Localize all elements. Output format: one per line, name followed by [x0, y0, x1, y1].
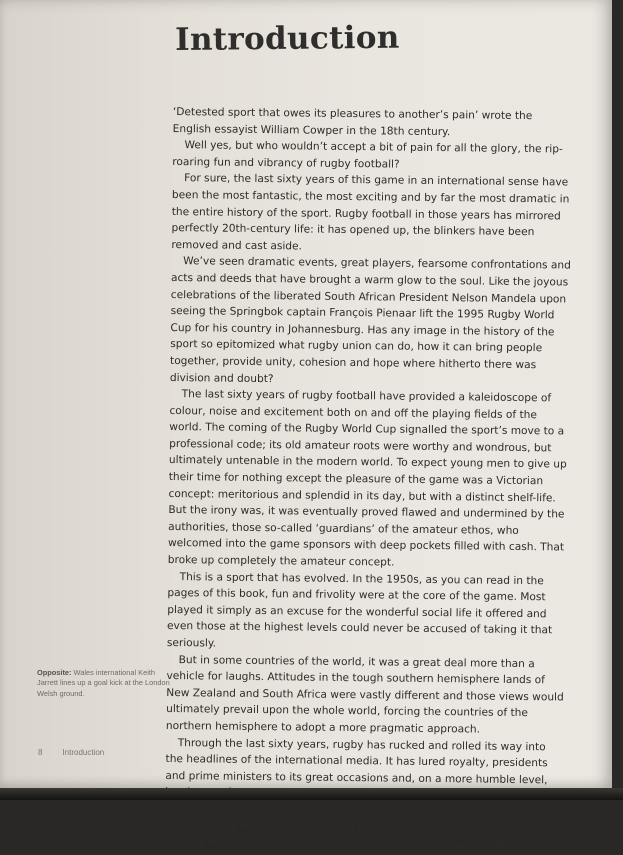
page-edge-shadow — [0, 788, 623, 800]
paragraph-8: Through the last sixty years, rugby has rucked and rolled its way into the headlines of the international media. It has lured royalty, presidents and prime ministers to its great occasions and, on a more humble level, associated with this great game continue to do marvellous deeds on its behalf. Young men tragically injured or crippled by accidents on the playing field find friends they never knew existed, as people offer — [164, 736, 548, 853]
page-number: 8 — [38, 748, 43, 757]
running-footer: Introduction — [62, 748, 105, 757]
caption-text: Wales international Keith Jarrett lines up a goal kick at the London Welsh ground. — [37, 668, 170, 698]
paragraph-1: ‘Detested sport that owes its pleasures to another’s pain’ wrote the English essayist William Cowper in the 18th century. — [172, 105, 533, 138]
caption-label: Opposite: — [37, 668, 72, 677]
paragraph-4: We’ve seen dramatic events, great players, fearsome confrontations and acts and deeds that have brought a warm glow to the soul. Like the joyous celebrations of the liberated South African President Nelson Mandela upon seeing the Springbok captain François Pienaar lift the 1995 Rugby World Cup for his country in Johannesburg. Has any image in the history of the sport so epitomized what rugby union can do, how it can bring people together, provide unity, cohesion and hope where hitherto there was division and doubt? — [169, 255, 571, 385]
folio — [38, 748, 104, 757]
photo-caption — [37, 668, 177, 699]
paragraph-5: The last sixty years of rugby football have provided a kaleidoscope of colour, noise and excitement both on and off the playing fields of the world. The coming of the Rugby World Cup signalled the sport’s move to a professional code; its old amateur roots were worthy and wondrous, but ultimately untenable in the modern world. To expect young men to give up their time for nothing except the pleasure of the game was a Victorian concept: meritorious and splendid in its day, but with a distinct shelf-life. But the irony was, it was eventually proved flawed and undermined by the authorities, those so-called ‘guardians’ of the amateur ethos, who welcomed into the game sponsors with deep pockets filled with cash. That broke up completely the amateur concept. — [167, 388, 567, 569]
body-text — [165, 104, 573, 855]
paragraph-6: This is a sport that has evolved. In the 1950s, as you can read in the pages of this book, fun and frivolity were at the core of the game. Most played it simply as an excuse for the wonderful social life it offered and even those at the highest levels could never be accused of taking it that seriously. — [166, 570, 553, 650]
paragraph-7: But in some countries of the world, it was a great deal more than a vehicle for laughs. Attitudes in the tough southern hemisphere lands of New Zealand and South Africa were vastly different and those views would ultimately prevail upon the whole world, forcing the countries of the northern hemisphere to adopt a more pragmatic approach. — [165, 653, 564, 736]
paragraph-2: Well yes, but who wouldn’t accept a bit of pain for all the glory, the rip-roaring fun and vibrancy of rugby football? — [172, 139, 563, 171]
paragraph-3: For sure, the last sixty years of this game in an international sense have been the most fantastic, the most exciting and by far the most dramatic in the entire history of the sport. Rugby football in those years has mirrored perfectly 20th-century life: it has opened up, the blinkers have been removed and cast aside. — [171, 172, 570, 253]
page-title: Introduction — [175, 19, 400, 58]
